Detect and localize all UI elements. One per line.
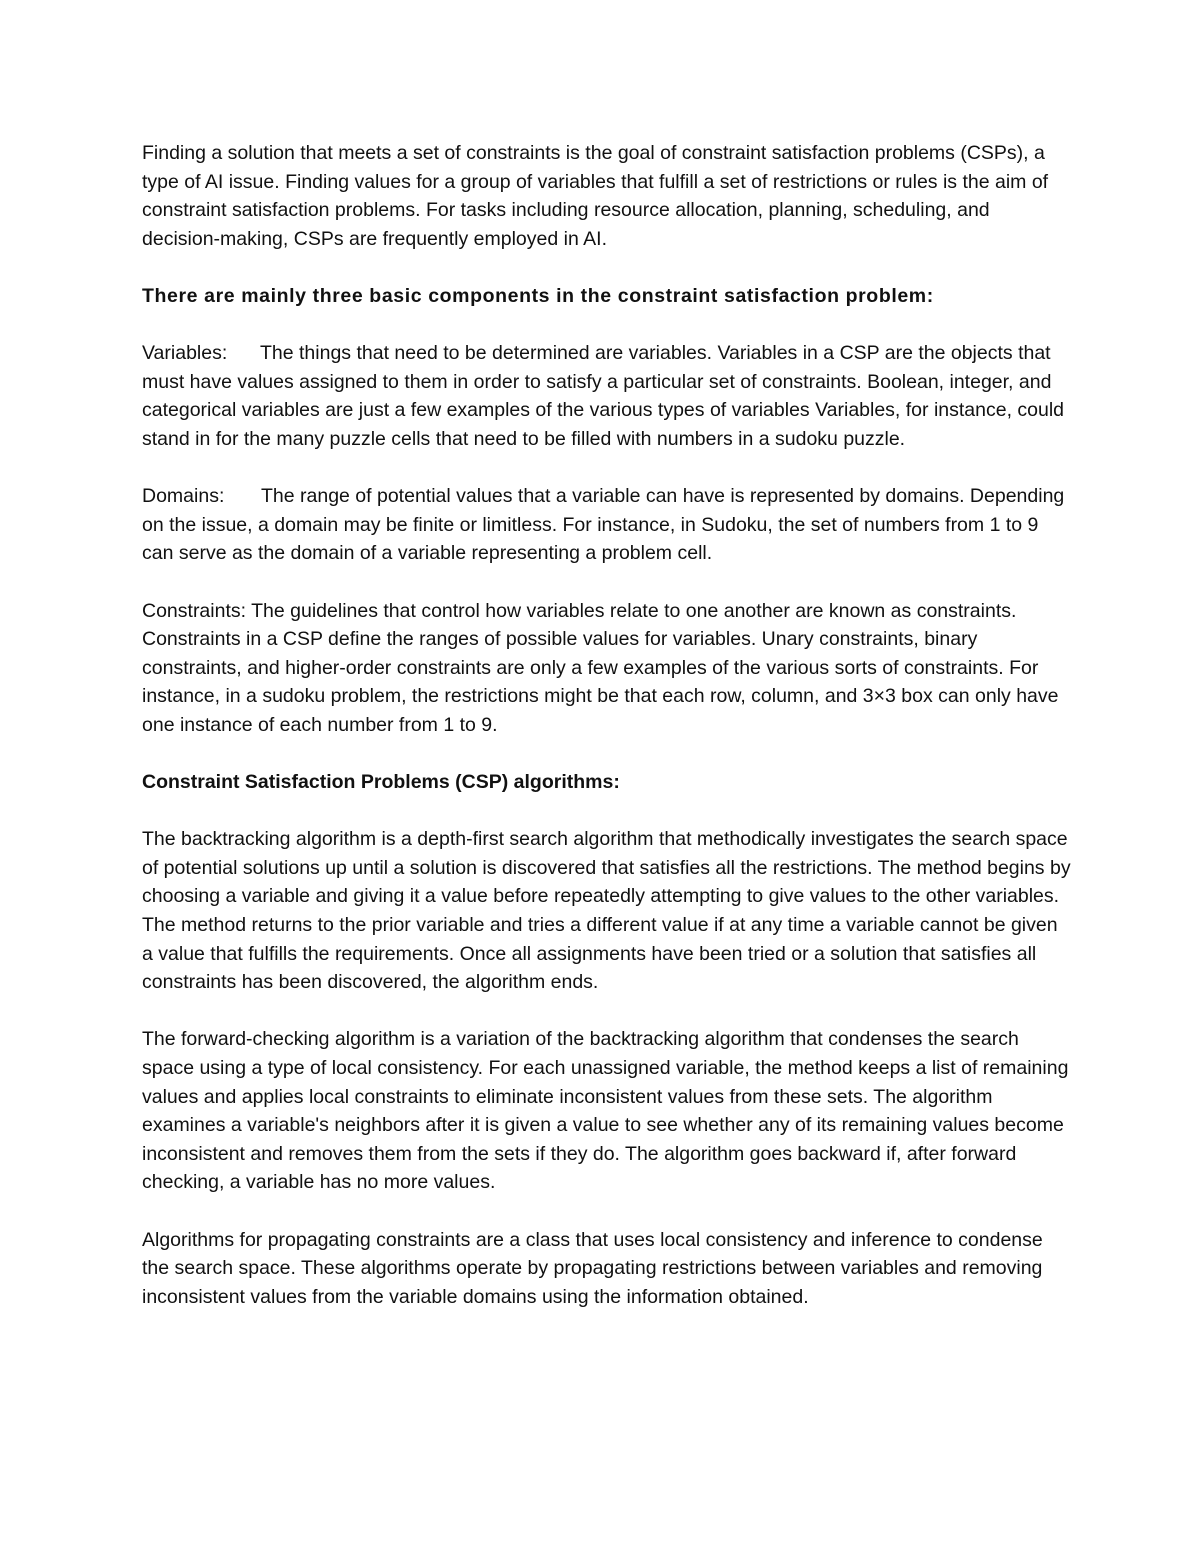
component-constraints (142, 597, 1072, 740)
intro-paragraph: Finding a solution that meets a set of constraints is the goal of constraint satisfaction problems (CSPs), a type of AI issue. Finding values for a group of variables that fulfill a set of restrictions or rules is the aim of constraint satisfaction problems. For tasks including resource allocation, planning, scheduling, and decision-making, CSPs are frequently employed in AI. (142, 142, 1049, 250)
algorithm-forward-checking: The forward-checking algorithm is a variation of the backtracking algorithm that condenses the search space using a type of local consistency. For each unassigned variable, the method keeps a list of remaining values and applies local constraints to eliminate inconsistent values from these sets. The algorithm examines a variable's neighbors after it is given a value to see whether any of its remaining values become inconsistent and removes them from the sets if they do. The algorithm goes backward if, after forward checking, a variable has no more values. (142, 1028, 1069, 1194)
component-term: Constraints: (142, 599, 247, 622)
component-term: Domains: (142, 485, 225, 508)
algorithm-constraint-propagation: Algorithms for propagating constraints are a class that uses local consistency and inference to condense the search space. These algorithms operate by propagating restrictions between variables and removing inconsistent values from the variable domains using the information obtained. (142, 1228, 1043, 1308)
component-variables (142, 339, 1072, 453)
algorithm-backtracking: The backtracking algorithm is a depth-first search algorithm that methodically investigates the search space of potential solutions up until a solution is discovered that satisfies all the restrictions. The method begins by choosing a variable and giving it a value before repeatedly attempting to give values to the other variables. The method returns to the prior variable and tries a different value if at any time a variable cannot be given a value that fulfills the requirements. Once all assignments have been tried or a solution that satisfies all constraints has been discovered, the algorithm ends. (142, 828, 1071, 994)
component-term: Variables: (142, 342, 228, 365)
component-text: The range of potential values that a variable can have is represented by domains. Depending on the issue, a domain may be finite or limitless. For instance, in Sudoku, the set of numbers from 1 to 9 can serve as the domain of a variable representing a problem cell. (142, 485, 1065, 565)
component-text: The things that need to be determined are variables. Variables in a CSP are the objects that must have values assigned to them in order to satisfy a particular set of constraints. Boolean, integer, and categorical variables are just a few examples of the various types of variables Variables, for instance, could stand in for the many puzzle cells that need to be filled with numbers in a sudoku puzzle. (142, 342, 1065, 450)
component-domains (142, 482, 1072, 568)
components-heading: There are mainly three basic components in the constraint satisfaction problem: (142, 284, 934, 307)
document-body (142, 139, 1072, 1340)
component-text: The guidelines that control how variables relate to one another are known as constraints. Constraints in a CSP define the ranges of possible values for variables. Unary constraints, binary constraints, and higher-order constraints are only a few examples of the various sorts of constraints. For instance, in a sudoku problem, the restrictions might be that each row, column, and 3×3 box can only have one instance of each number from 1 to 9. (142, 599, 1059, 736)
algorithms-heading: Constraint Satisfaction Problems (CSP) algorithms: (142, 771, 620, 794)
